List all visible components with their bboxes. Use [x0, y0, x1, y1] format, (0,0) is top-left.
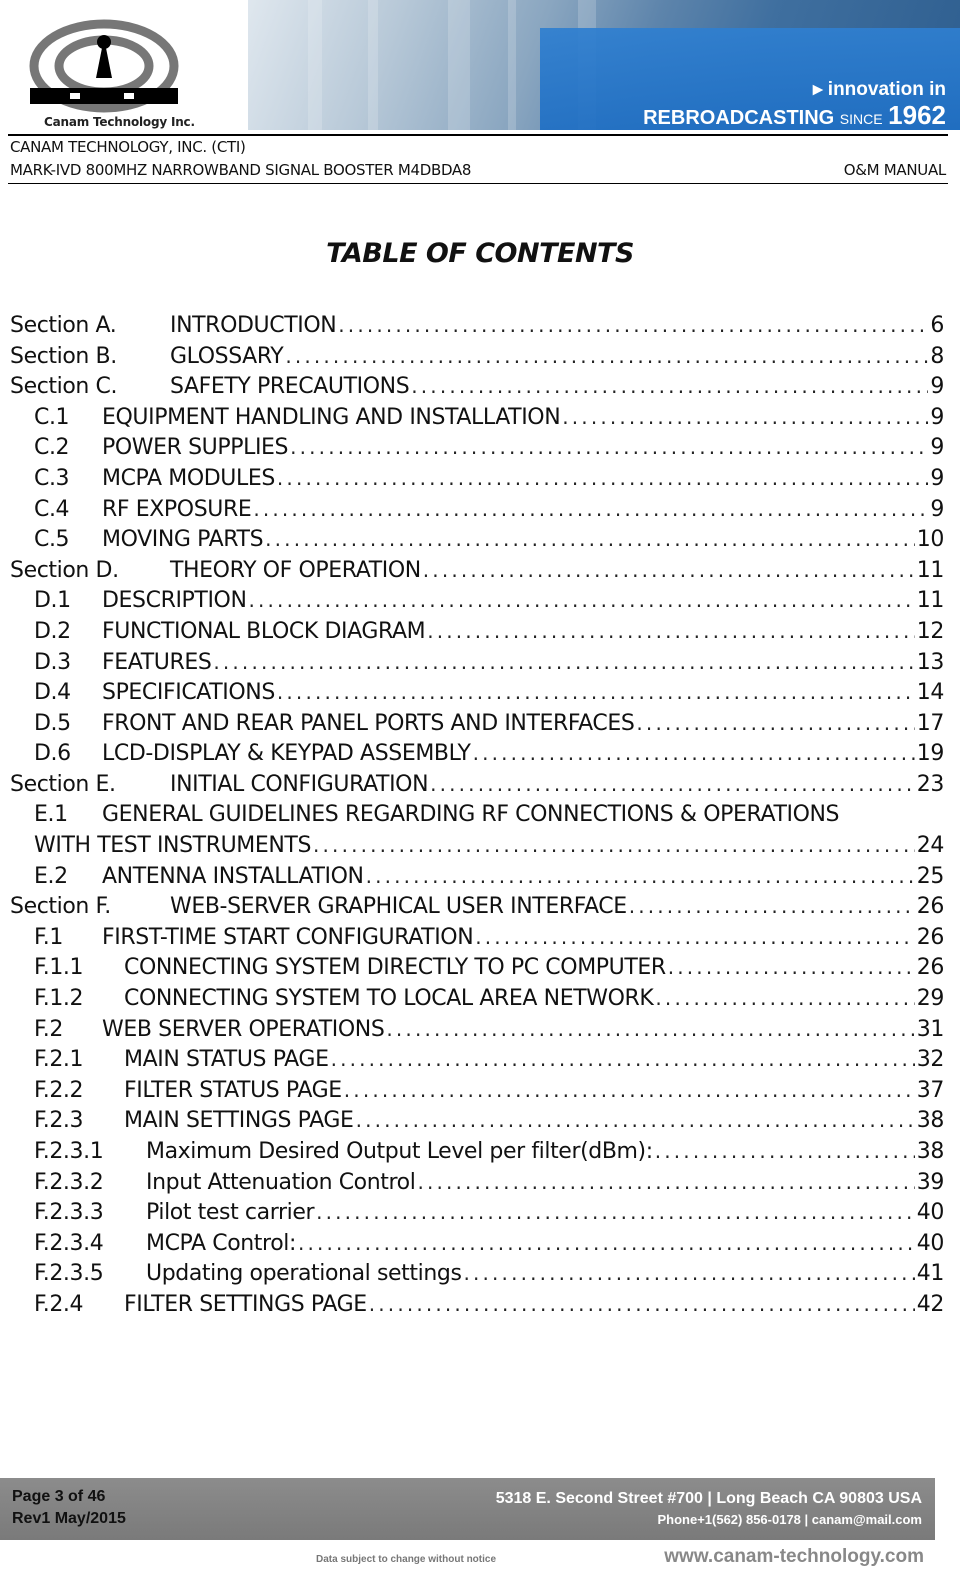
tagline-rebroadcasting: [643, 100, 946, 131]
toc-page: 13: [916, 649, 944, 675]
toc-leader: [290, 432, 928, 463]
toc-title: FIRST-TIME START CONFIGURATION: [102, 924, 474, 950]
toc-heading: TABLE OF CONTENTS: [326, 238, 634, 269]
toc-title: FILTER STATUS PAGE: [124, 1077, 342, 1103]
toc-title: MAIN SETTINGS PAGE: [124, 1108, 354, 1134]
toc-page: 19: [916, 741, 944, 767]
page-number: Page 3 of 46: [12, 1488, 106, 1505]
toc-entry[interactable]: [10, 494, 944, 525]
toc-page: 26: [916, 924, 944, 950]
disclaimer: Data subject to change without notice: [316, 1554, 497, 1565]
toc-number: C.1: [34, 404, 70, 430]
logo-text: Canam Technology Inc.: [44, 115, 195, 129]
toc-title: WEB SERVER OPERATIONS: [102, 1016, 385, 1042]
toc-number: F.2.3.5: [34, 1261, 104, 1287]
toc-page: 41: [916, 1261, 944, 1287]
toc-number: C.3: [34, 465, 70, 491]
toc-leader: [356, 1105, 915, 1136]
toc-title: LCD-DISPLAY & KEYPAD ASSEMBLY: [102, 741, 471, 767]
toc-number: C.5: [34, 527, 70, 553]
toc-number: F.2.1: [34, 1047, 84, 1073]
toc-title: FRONT AND REAR PANEL PORTS AND INTERFACES: [102, 710, 635, 736]
company-phone-email: Phone+1(562) 856-0178 | canam@mail.com: [657, 1512, 922, 1527]
toc-leader: [331, 1044, 915, 1075]
toc-leader: [265, 524, 915, 555]
revision: Rev1 May/2015: [12, 1510, 126, 1527]
toc-entry[interactable]: [10, 1105, 944, 1136]
cti-logo-icon: [14, 8, 246, 130]
toc-title: ANTENNA INSTALLATION: [102, 863, 364, 889]
toc-title: DESCRIPTION: [102, 588, 247, 614]
toc-entry[interactable]: [10, 463, 944, 494]
toc-title: THEORY OF OPERATION: [170, 557, 421, 583]
toc-page: 11: [916, 557, 944, 583]
toc-entry[interactable]: [10, 1136, 944, 1167]
toc-entry[interactable]: [10, 1197, 944, 1228]
toc-page: 38: [916, 1108, 944, 1134]
toc-page: 9: [930, 496, 944, 522]
toc-number: F.1.1: [34, 955, 84, 981]
toc-entry[interactable]: [10, 1167, 944, 1198]
toc-title: SAFETY PRECAUTIONS: [170, 374, 410, 400]
toc-leader: [213, 647, 914, 678]
toc-number: F.2.3.3: [34, 1200, 104, 1226]
toc-number: F.2.3.1: [34, 1139, 104, 1165]
toc-leader: [655, 983, 914, 1014]
toc-title: MCPA MODULES: [102, 465, 275, 491]
toc-number: F.2.2: [34, 1077, 84, 1103]
toc-title: FILTER SETTINGS PAGE: [124, 1292, 367, 1317]
toc-title: EQUIPMENT HANDLING AND INSTALLATION: [102, 404, 561, 430]
toc-page: 14: [916, 680, 944, 706]
toc-leader: [636, 708, 914, 739]
document-title: MARK-IVD 800MHZ NARROWBAND SIGNAL BOOSTER M4DBDA8: [10, 161, 472, 179]
toc-leader: [366, 861, 915, 892]
toc-leader: [316, 1197, 915, 1228]
toc-title: Pilot test carrier: [146, 1200, 315, 1226]
toc-entry[interactable]: [10, 1228, 944, 1259]
toc-title: GENERAL GUIDELINES REGARDING RF CONNECTIONS & OPERATIONS: [102, 801, 840, 827]
toc-number: F.1: [34, 924, 63, 950]
toc-leader: [417, 1167, 914, 1198]
toc-entry[interactable]: [10, 1075, 944, 1106]
toc-entry[interactable]: [10, 1258, 944, 1289]
toc-entry[interactable]: [10, 371, 944, 402]
toc-title: MOVING PARTS: [102, 527, 264, 553]
toc-leader: [277, 677, 915, 708]
toc-number: D.1: [34, 588, 71, 614]
tagline-year: 1962: [888, 100, 946, 130]
toc-leader: [344, 1075, 915, 1106]
toc-number: F.2: [34, 1016, 63, 1042]
toc-entry[interactable]: [10, 585, 944, 616]
toc-page: 9: [930, 465, 944, 491]
toc-number: F.1.2: [34, 986, 84, 1012]
header-rule-top: [8, 134, 948, 136]
document-title-line: [10, 161, 946, 179]
toc-page: 11: [916, 588, 944, 614]
header-rule-bottom: [8, 183, 948, 184]
toc-entry[interactable]: [10, 769, 944, 800]
toc-number: E.2: [34, 863, 68, 889]
toc-title: Maximum Desired Output Level per filter(dBm):: [146, 1139, 653, 1165]
toc-title: FEATURES: [102, 649, 212, 675]
toc-leader: [430, 769, 915, 800]
toc-entry[interactable]: [10, 432, 944, 463]
toc-entry[interactable]: [10, 922, 944, 953]
toc-number: D.2: [34, 618, 71, 644]
toc-number: Section A.: [10, 313, 117, 338]
toc-leader: [427, 616, 915, 647]
toc-title: CONNECTING SYSTEM TO LOCAL AREA NETWORK: [124, 986, 654, 1012]
header-banner: [0, 0, 960, 132]
toc-page: 6: [930, 313, 944, 338]
website-link[interactable]: www.canam-technology.com: [664, 1546, 924, 1567]
toc-entry[interactable]: [10, 1014, 944, 1045]
toc-page: 40: [916, 1230, 944, 1256]
toc-number: D.4: [34, 680, 71, 706]
toc-leader: [423, 555, 915, 586]
toc-entry[interactable]: [10, 524, 944, 555]
toc-entry[interactable]: [10, 861, 944, 892]
toc-title: SPECIFICATIONS: [102, 680, 275, 706]
cti-logo: [14, 8, 246, 130]
toc-title: INTRODUCTION: [170, 313, 337, 338]
toc-leader: [338, 310, 928, 341]
toc-page: 32: [916, 1047, 944, 1073]
toc-leader: [386, 1014, 914, 1045]
toc-number: F.2.4: [34, 1292, 84, 1317]
toc-entry[interactable]: [10, 891, 944, 922]
toc-leader: [253, 494, 928, 525]
toc-number: D.6: [34, 741, 71, 767]
toc-number: D.3: [34, 649, 71, 675]
toc-number: C.2: [34, 435, 70, 461]
toc-page: 12: [916, 618, 944, 644]
toc-page: 31: [916, 1016, 944, 1042]
toc-entry[interactable]: [10, 952, 944, 983]
toc-page: 40: [916, 1200, 944, 1226]
toc-title: MAIN STATUS PAGE: [124, 1047, 329, 1073]
toc-title: Updating operational settings: [146, 1261, 462, 1287]
toc-leader: [475, 922, 915, 953]
toc-leader: [629, 891, 915, 922]
toc-page: 38: [916, 1139, 944, 1165]
company-name: CANAM TECHNOLOGY, INC. (CTI): [10, 138, 246, 156]
toc-entry[interactable]: [10, 1044, 944, 1075]
toc-leader: [298, 1228, 915, 1259]
toc-page: 25: [916, 863, 944, 889]
toc-page: 24: [916, 833, 944, 859]
tagline-rebroadcasting-text: REBROADCASTING: [643, 107, 835, 129]
toc-entry[interactable]: [10, 647, 944, 678]
toc-number: Section B.: [10, 343, 117, 369]
toc-leader: [285, 341, 928, 372]
toc-title: CONNECTING SYSTEM DIRECTLY TO PC COMPUTER: [124, 955, 666, 981]
toc-leader: [313, 830, 915, 861]
toc-page: 9: [930, 374, 944, 400]
toc-number: F.2.3.2: [34, 1169, 104, 1195]
toc-entry[interactable]: [10, 800, 944, 861]
toc-entry[interactable]: [10, 341, 944, 372]
toc-entry[interactable]: [10, 310, 944, 341]
toc-number: Section C.: [10, 374, 118, 400]
manual-label: O&M MANUAL: [843, 161, 946, 179]
toc-page: 8: [930, 343, 944, 369]
toc-page: 42: [916, 1292, 944, 1317]
toc-leader: [655, 1136, 915, 1167]
toc-leader: [277, 463, 928, 494]
toc-entry[interactable]: [10, 616, 944, 647]
company-address: 5318 E. Second Street #700 | Long Beach CA 90803 USA: [495, 1490, 922, 1507]
toc-title: POWER SUPPLIES: [102, 435, 289, 461]
toc-entry[interactable]: [10, 708, 944, 739]
toc-leader: [464, 1258, 915, 1289]
toc-page: 9: [930, 404, 944, 430]
toc-page: 23: [916, 771, 944, 797]
toc-title: FUNCTIONAL BLOCK DIAGRAM: [102, 618, 426, 644]
toc-leader: [473, 738, 915, 769]
toc-title: WEB-SERVER GRAPHICAL USER INTERFACE: [170, 894, 627, 920]
toc-leader: [249, 585, 915, 616]
toc-title-continued: WITH TEST INSTRUMENTS: [34, 833, 312, 859]
toc-number: F.2.3.4: [34, 1230, 104, 1256]
toc-page: 29: [916, 986, 944, 1012]
tagline-since: SINCE: [839, 111, 883, 127]
toc-number: E.1: [34, 801, 68, 827]
toc-title: INITIAL CONFIGURATION: [170, 771, 429, 797]
toc-number: F.2.3: [34, 1108, 84, 1134]
toc-leader: [369, 1289, 915, 1320]
toc-entry[interactable]: [10, 402, 944, 433]
toc-entry[interactable]: [10, 555, 944, 586]
toc-leader: [668, 952, 915, 983]
toc-number: Section F.: [10, 894, 111, 920]
toc-number: C.4: [34, 496, 70, 522]
toc-page: 9: [930, 435, 944, 461]
toc-entry[interactable]: [10, 983, 944, 1014]
toc-title: MCPA Control:: [146, 1230, 296, 1256]
toc-title: GLOSSARY: [170, 343, 284, 369]
toc-leader: [562, 402, 928, 433]
toc-title: Input Attenuation Control: [146, 1169, 416, 1195]
toc-page: 10: [916, 527, 944, 553]
toc-page: 26: [916, 955, 944, 981]
footer-bar: [0, 1478, 935, 1540]
toc-number: D.5: [34, 710, 71, 736]
toc-entry[interactable]: [10, 1289, 944, 1320]
toc-entry[interactable]: [10, 677, 944, 708]
toc-number: Section D.: [10, 557, 119, 583]
toc-entry[interactable]: [10, 738, 944, 769]
toc-leader: [411, 371, 928, 402]
toc-title: RF EXPOSURE: [102, 496, 252, 522]
toc-page: 39: [916, 1169, 944, 1195]
toc-page: 26: [916, 894, 944, 920]
tagline-innovation: ▸ innovation in: [812, 79, 946, 100]
toc-number: Section E.: [10, 771, 116, 797]
toc-page: 17: [916, 710, 944, 736]
table-of-contents: [10, 310, 944, 1320]
toc-page: 37: [916, 1077, 944, 1103]
